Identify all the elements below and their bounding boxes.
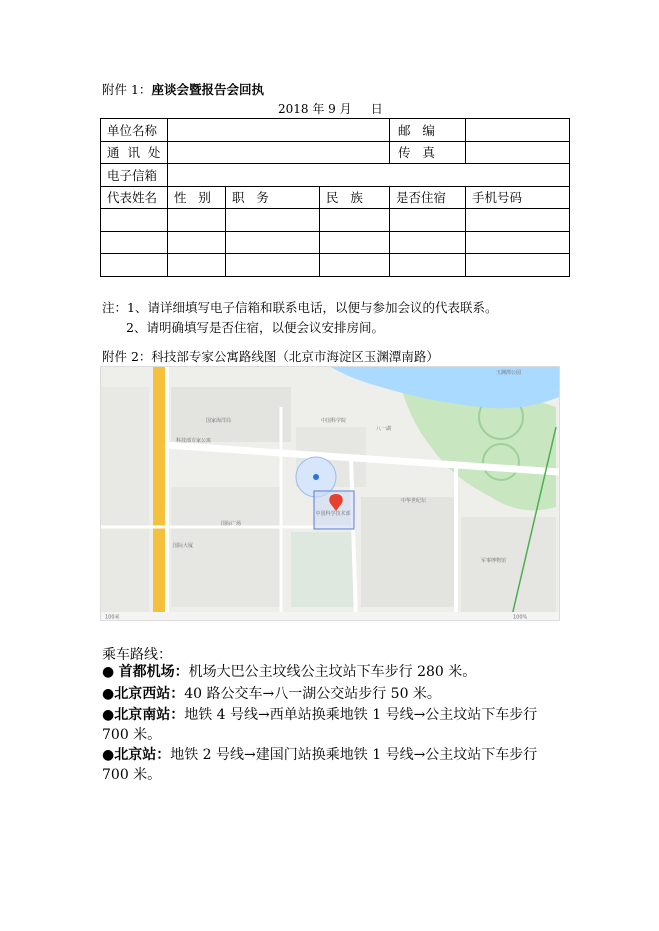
unit-name-field[interactable] — [168, 119, 390, 142]
cell-input[interactable] — [168, 254, 226, 277]
station-name: 北京西站： — [114, 686, 185, 702]
attachment1-title — [102, 80, 264, 98]
cell-input[interactable] — [390, 209, 466, 232]
fax-field[interactable] — [466, 141, 570, 164]
table-row — [101, 164, 570, 187]
label-address: 通 讯 处 — [101, 141, 168, 164]
cell-input[interactable] — [101, 209, 168, 232]
route-desc: 地铁 2 号线→建国门站换乘地铁 1 号线→公主坟站下车步行 700 米。 — [102, 747, 538, 783]
table-row — [101, 119, 570, 142]
cell-input[interactable] — [390, 254, 466, 277]
pin-label: 中国科学技术部 — [315, 511, 351, 517]
address-field[interactable] — [168, 141, 390, 164]
header-rep-name: 代表姓名 — [101, 186, 168, 209]
header-position: 职 务 — [226, 186, 320, 209]
station-name: 北京站： — [114, 747, 171, 763]
location-dot — [313, 474, 319, 480]
bullet-icon: ● — [102, 747, 115, 763]
cell-input[interactable] — [226, 209, 320, 232]
map-label: 军事博物馆 — [481, 558, 507, 564]
email-field[interactable] — [168, 164, 570, 187]
label-postcode: 邮 编 — [390, 119, 466, 142]
header-gender: 性 别 — [168, 186, 226, 209]
route-desc: 机场大巴公主坟线公主坟站下车步行 280 米。 — [188, 664, 477, 680]
road — [165, 367, 169, 620]
route-item-beijing — [102, 745, 562, 785]
cell-input[interactable] — [466, 231, 570, 254]
label-unit-name: 单位名称 — [101, 119, 168, 142]
table-row — [101, 141, 570, 164]
header-mobile: 手机号码 — [466, 186, 570, 209]
attachment1-name: 座谈会暨报告会回执 — [151, 82, 264, 97]
routes-title: 乘车路线： — [102, 647, 172, 663]
map-block — [361, 497, 456, 607]
cell-input[interactable] — [320, 231, 390, 254]
cell-input[interactable] — [320, 254, 390, 277]
cell-input[interactable] — [168, 231, 226, 254]
table-row — [101, 209, 570, 232]
cell-input[interactable] — [226, 231, 320, 254]
date-line: 2018 年 9 月 日 — [278, 102, 383, 116]
map-block — [291, 532, 356, 607]
note-2: 2、请明确填写是否住宿，以便会议安排房间。 — [126, 320, 384, 335]
map-label: 八一湖 — [376, 426, 392, 432]
lake — [331, 367, 559, 408]
map-label: 科技部专家公寓 — [176, 438, 212, 444]
map-status-bar — [101, 612, 559, 620]
map-scale-label: 100米 — [105, 614, 120, 620]
header-ethnicity: 民 族 — [320, 186, 390, 209]
map-label: 国际广场 — [221, 521, 242, 527]
note-1: 注：1、请详细填写电子信箱和联系电话，以便与参加会议的代表联系。 — [102, 300, 498, 315]
label-fax: 传 真 — [390, 141, 466, 164]
map-label: 国家海洋局 — [206, 418, 232, 424]
postcode-field[interactable] — [466, 119, 570, 142]
cell-input[interactable] — [466, 209, 570, 232]
cell-input[interactable] — [320, 209, 390, 232]
cell-input[interactable] — [226, 254, 320, 277]
map-label: 国际大厦 — [173, 543, 194, 549]
highway-road — [153, 367, 165, 620]
map-block — [101, 387, 149, 617]
route-item-west — [102, 684, 562, 704]
header-lodging: 是否住宿 — [390, 186, 466, 209]
route-map[interactable] — [100, 366, 560, 621]
route-item-airport — [102, 662, 562, 682]
map-block — [171, 387, 291, 442]
reply-form-table — [100, 118, 570, 277]
bullet-icon: ● — [102, 664, 115, 680]
attachment2-title: 附件 2：科技部专家公寓路线图（北京市海淀区玉渊潭南路） — [102, 349, 439, 364]
map-label: 玉渊潭公园 — [496, 370, 522, 376]
table-header-row — [101, 186, 570, 209]
cell-input[interactable] — [101, 231, 168, 254]
bullet-icon: ● — [102, 707, 115, 723]
cell-input[interactable] — [168, 209, 226, 232]
table-row — [101, 231, 570, 254]
label-email: 电子信箱 — [101, 164, 168, 187]
route-desc: 40 路公交车→八一湖公交站步行 50 米。 — [184, 686, 441, 702]
cell-input[interactable] — [466, 254, 570, 277]
map-block — [461, 517, 556, 612]
map-canvas — [101, 367, 559, 620]
map-zoom-label: 100% — [513, 614, 528, 620]
station-name: 北京南站： — [114, 707, 185, 723]
map-label: 中国科学院 — [321, 418, 347, 424]
bullet-icon: ● — [102, 686, 115, 702]
attachment1-prefix: 附件 1： — [102, 82, 152, 97]
table-row — [101, 254, 570, 277]
cell-input[interactable] — [101, 254, 168, 277]
map-label: 中华世纪坛 — [401, 498, 427, 504]
cell-input[interactable] — [390, 231, 466, 254]
station-name: 首都机场： — [118, 664, 189, 680]
route-desc: 地铁 4 号线→西单站换乘地铁 1 号线→公主坟站下车步行 700 米。 — [102, 707, 538, 743]
route-item-south — [102, 705, 562, 745]
